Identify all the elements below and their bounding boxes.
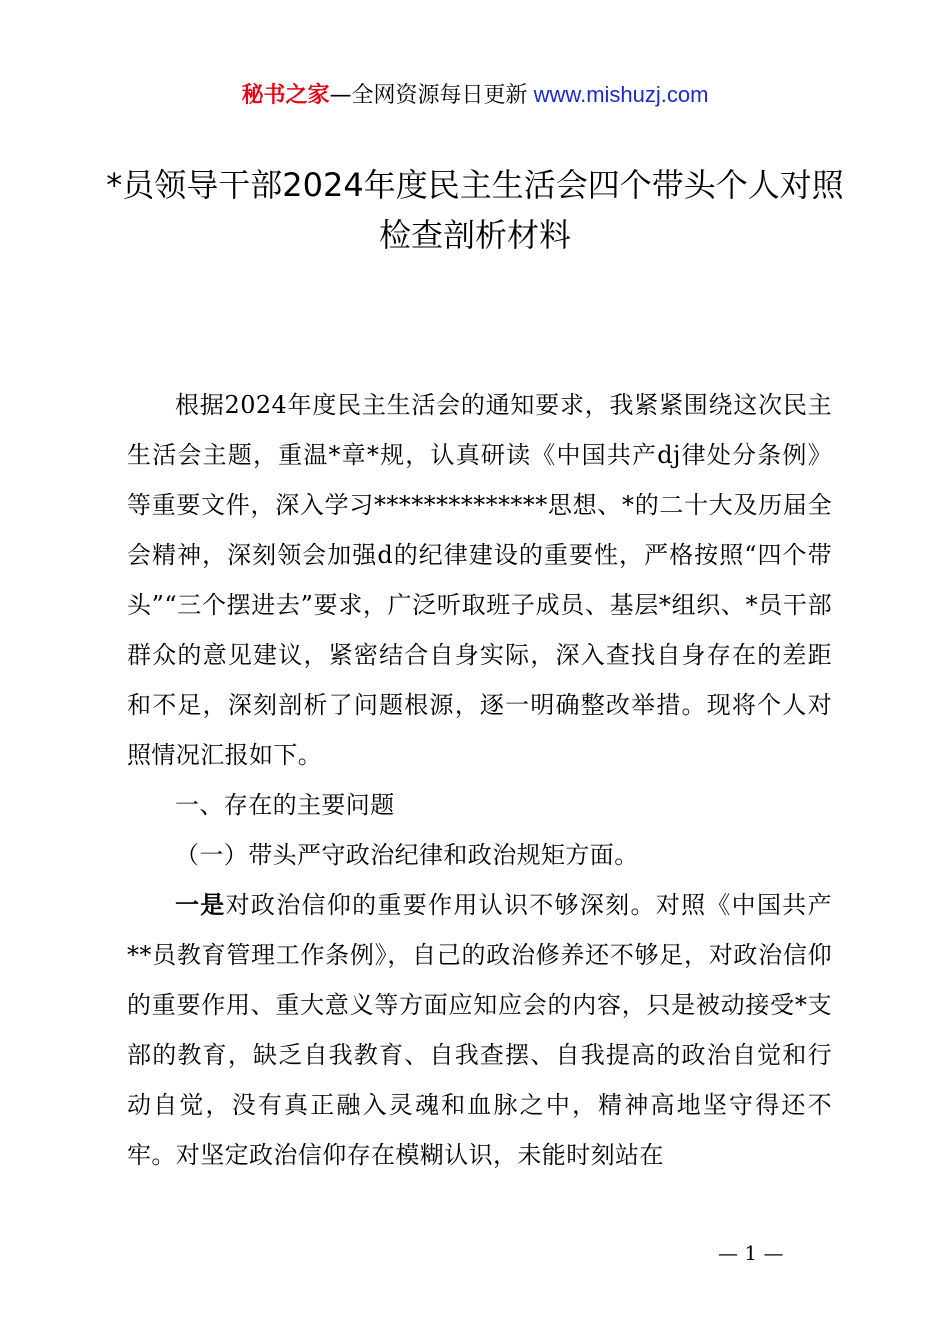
site-slogan: —全网资源每日更新 (329, 83, 528, 108)
document-body (127, 380, 832, 1180)
item-paragraph (127, 880, 832, 1180)
subsection-heading: （一）带头严守政治纪律和政治规矩方面。 (175, 841, 639, 869)
site-url-link[interactable]: www.mishuzj.com (527, 82, 709, 107)
document-title: *员领导干部2024年度民主生活会四个带头个人对照检查剖析材料 (106, 166, 844, 254)
page-number: — 1 — (718, 1241, 784, 1265)
item-text: 对政治信仰的重要作用认识不够深刻。对照《中国共产**员教育管理工作条例》，自己的政治修养还不够足，对政治信仰的重要作用、重大意义等方面应知应会的内容，只是被动接受*支部的教育，缺乏自我教育、自我查摆、自我提高的政治自觉和行动自觉，没有真正融入灵魂和血脉之中，精神高地坚守得还不牢。对坚定政治信仰存在模糊认识，未能时刻站在 (127, 891, 832, 1169)
intro-paragraph: 根据2024年度民主生活会的通知要求，我紧紧围绕这次民主生活会主题，重温*章*规，认真研读《中国共产dj律处分条例》等重要文件，深入学习**************思想、*的二十大及历届全会精神，深刻领会加强d的纪律建设的重要性，严格按照“四个带头”“三个摆进去”要求，广泛听取班子成员、基层*组织、*员干部群众的意见建议，紧密结合自身实际，深入查找自身存在的差距和不足，深刻剖析了问题根源，逐一明确整改举措。现将个人对照情况汇报如下。 (127, 391, 832, 769)
item-lead: 一是 (175, 890, 226, 919)
site-header (0, 78, 950, 113)
section-heading: 一、存在的主要问题 (175, 791, 395, 819)
site-brand: 秘书之家 (241, 83, 330, 108)
